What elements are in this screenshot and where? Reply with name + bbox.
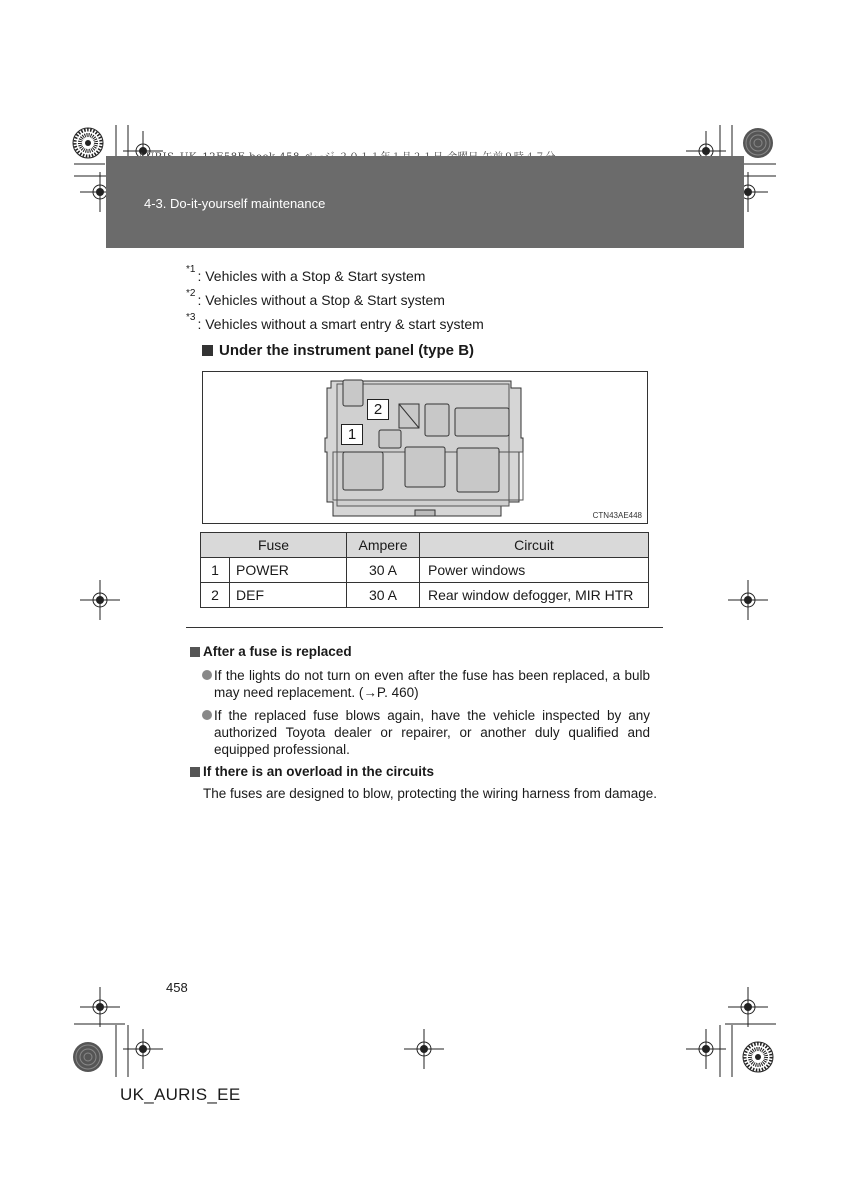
column-header-circuit: Circuit xyxy=(420,533,649,558)
note-heading-text: If there is an overload in the circuits xyxy=(203,764,435,779)
fuse-number: 2 xyxy=(201,583,230,608)
section-divider xyxy=(186,627,663,628)
note-heading-text: After a fuse is replaced xyxy=(203,644,352,659)
note-text: The fuses are designed to blow, protecting the wiring harness from damage. xyxy=(203,786,658,801)
fuse-circuit: Power windows xyxy=(420,558,649,583)
note-heading-fuse-replaced xyxy=(190,644,352,659)
fuse-ampere: 30 A xyxy=(347,583,420,608)
callout-2: 2 xyxy=(367,399,389,420)
fuse-table xyxy=(200,532,649,608)
square-bullet-icon xyxy=(202,345,213,356)
callout-1: 1 xyxy=(341,424,363,445)
fuse-box-diagram xyxy=(202,371,648,524)
diagram-code: CTN43AE448 xyxy=(592,511,642,520)
fuse-name: DEF xyxy=(230,583,347,608)
footnote-text: : Vehicles without a smart entry & start system xyxy=(197,316,484,332)
fuse-box-illustration xyxy=(203,372,649,525)
bullet-dot-icon xyxy=(202,710,212,720)
bullet-dot-icon xyxy=(202,670,212,680)
square-bullet-icon xyxy=(190,647,200,657)
column-header-ampere: Ampere xyxy=(347,533,420,558)
note-bullet-text: If the replaced fuse blows again, have the vehicle inspected by any authorized Toyota dealer or repairer, or another duly qualified and equipped professional. xyxy=(214,708,650,757)
footnote-mark: *1 xyxy=(186,264,196,275)
fuse-number: 1 xyxy=(201,558,230,583)
table-row xyxy=(201,583,649,608)
page-number: 458 xyxy=(166,980,188,995)
note-bullet xyxy=(202,667,650,701)
table-header-row xyxy=(201,533,649,558)
footnote-mark: *3 xyxy=(186,312,196,323)
note-bullet xyxy=(202,707,650,758)
footnote-1 xyxy=(186,264,426,284)
subsection-heading xyxy=(202,342,474,359)
note-heading-overload xyxy=(190,764,434,779)
fuse-circuit: Rear window defogger, MIR HTR xyxy=(420,583,649,608)
fuse-ampere: 30 A xyxy=(347,558,420,583)
square-bullet-icon xyxy=(190,767,200,777)
footer-code: UK_AURIS_EE xyxy=(120,1085,241,1104)
fuse-name: POWER xyxy=(230,558,347,583)
footnote-2 xyxy=(186,288,445,308)
column-header-fuse: Fuse xyxy=(201,533,347,558)
section-title: 4-3. Do-it-yourself maintenance xyxy=(144,196,326,211)
table-row xyxy=(201,558,649,583)
footnote-text: : Vehicles with a Stop & Start system xyxy=(197,268,426,284)
subsection-title: Under the instrument panel (type B) xyxy=(219,342,475,359)
footnote-text: : Vehicles without a Stop & Start system xyxy=(197,292,445,308)
footnote-mark: *2 xyxy=(186,288,196,299)
footnote-3 xyxy=(186,312,484,332)
note-bullet-text: If the lights do not turn on even after the fuse has been replaced, a bulb may need replacement. (→P. 460) xyxy=(214,668,650,700)
